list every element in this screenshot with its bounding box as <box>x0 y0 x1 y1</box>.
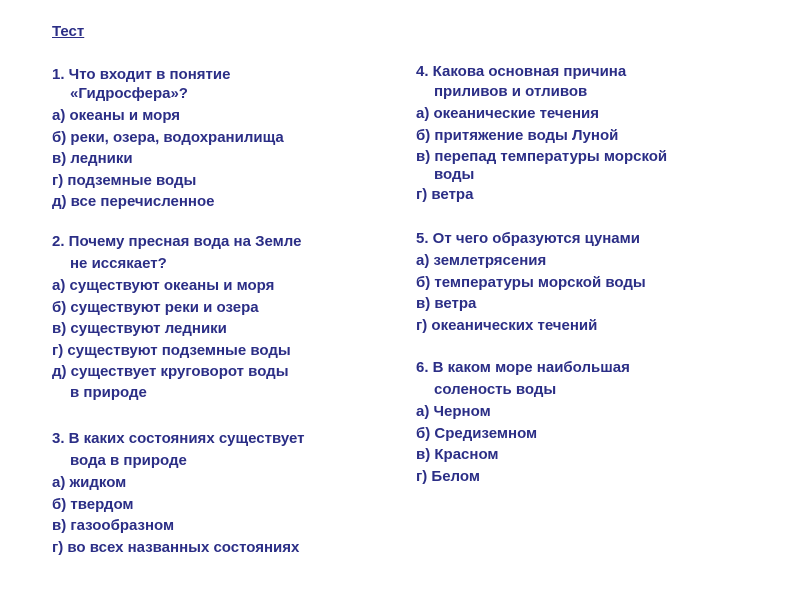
question-line: 2. Почему пресная вода на Земле <box>52 233 302 250</box>
question-text <box>52 231 402 275</box>
question-line: соленость воды <box>434 381 557 398</box>
answer-option: б) твердом <box>52 495 134 513</box>
answer-option: б) Средиземном <box>416 424 538 442</box>
question-line: 1. Что входит в понятие <box>52 66 231 83</box>
answer-option: г) подземные воды <box>52 171 197 189</box>
question-line: 4. Какова основная причина <box>416 63 627 80</box>
question-6 <box>416 357 776 487</box>
answer-continuation: в природе <box>70 383 147 401</box>
answer-option: в) газообразном <box>52 517 175 535</box>
answer-option: б) существуют реки и озера <box>52 298 259 316</box>
question-line: «Гидросфера»? <box>70 85 188 102</box>
question-2 <box>52 231 402 403</box>
answer-option: в) существуют ледники <box>52 320 227 338</box>
question-line: 6. В каком море наибольшая <box>416 359 630 376</box>
answer-option: б) притяжение воды Луной <box>416 126 619 144</box>
question-4 <box>416 61 776 205</box>
answer-continuation: воды <box>434 165 475 183</box>
question-5 <box>416 228 776 336</box>
question-line: 5. От чего образуются цунами <box>416 230 640 247</box>
question-text <box>52 428 402 472</box>
answer-option: в) Красном <box>416 446 499 464</box>
question-text <box>416 61 776 103</box>
answer-option <box>52 361 402 403</box>
question-line: приливов и отливов <box>434 83 588 100</box>
answer-text: д) существует круговорот воды <box>52 363 289 381</box>
answer-option: б) температуры морской воды <box>416 273 646 291</box>
question-line: не иссякает? <box>70 255 167 272</box>
answer-option: г) Белом <box>416 467 480 485</box>
test-title: Тест <box>52 23 85 40</box>
answer-option: а) землетрясения <box>416 252 547 269</box>
answer-option: г) существуют подземные воды <box>52 341 291 359</box>
answer-option: а) океаны и моря <box>52 107 181 124</box>
question-line: вода в природе <box>70 452 187 469</box>
answer-option: в) ветра <box>416 295 477 313</box>
answer-option: а) океанические течения <box>416 105 599 122</box>
answer-option <box>416 146 776 182</box>
answer-option: а) жидком <box>52 474 127 491</box>
answer-option: в) ледники <box>52 150 133 168</box>
answer-option: а) существуют океаны и моря <box>52 277 275 294</box>
question-text <box>52 64 402 105</box>
question-1 <box>52 64 402 213</box>
question-line: 3. В каких состояниях существует <box>52 430 305 447</box>
answer-text: в) перепад температуры морской <box>416 148 668 166</box>
answer-option: г) ветра <box>416 185 474 203</box>
answer-option: г) во всех названных состояниях <box>52 538 300 556</box>
answer-option: г) океанических течений <box>416 316 598 334</box>
answer-option: а) Черном <box>416 403 491 420</box>
question-text <box>416 357 776 401</box>
question-3 <box>52 428 402 558</box>
answer-option: б) реки, озера, водохранилища <box>52 128 284 146</box>
answer-option: д) все перечисленное <box>52 193 215 211</box>
question-text <box>416 228 776 250</box>
